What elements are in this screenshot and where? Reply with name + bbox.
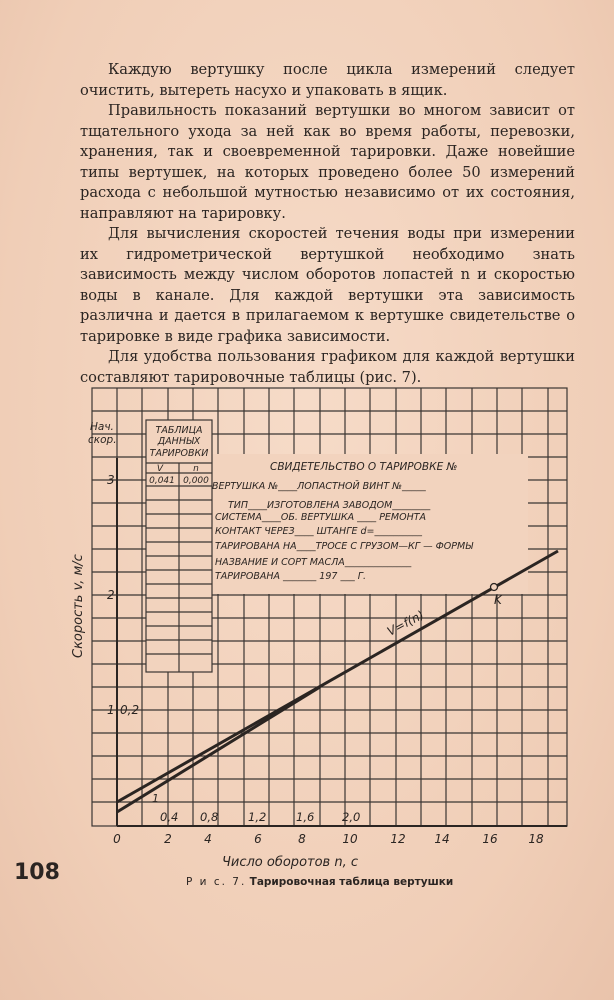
x-tick-14: 14 (434, 832, 450, 846)
paragraph-1: Каждую вертушку после цикла измерений следует очистить, вытереть насухо и упаковать в ящик. (80, 61, 575, 99)
start-speed-label: Нач. (90, 421, 114, 433)
page-number: 108 (14, 860, 60, 885)
x-tick-0: 0 (113, 832, 121, 846)
certificate-line-4: КОНТАКТ ЧЕРЕЗ____ ШТАНГЕ d=__________ (215, 526, 423, 537)
paragraph-3: Для вычисления скоростей течения воды при измерении их гидрометрической вертушкой необходимо знать зависимость между числом оборотов лопастей n и скоростью воды в канале. Для каждой вертушки эта зависимость различна и дается в прилагаемом к вертушке свидетельстве о тарировке в виде графика зависимости. (80, 225, 575, 345)
table-title-2: ДАННЫХ (157, 436, 201, 447)
table-col-v: V (156, 464, 164, 474)
x-tick-12: 12 (390, 832, 406, 846)
curve-label: V=f(n) (384, 607, 427, 639)
inner-x-tick-1: 0,4 (160, 810, 179, 824)
x-axis-label: Число оборотов n, с (221, 855, 359, 870)
paragraph-4: Для удобства пользования графиком для каждой вертушки составляют тарировочные таблицы (рис. 7). (80, 348, 575, 386)
x-tick-8: 8 (298, 832, 306, 846)
certificate-title: СВИДЕТЕЛЬСТВО О ТАРИРОВКЕ № (270, 461, 458, 473)
paragraph-2: Правильность показаний вертушки во многом зависит от тщательного ухода за ней как во время работы, перевозки, хранения, так и своевременной тарировки. Даже новейшие типы вертушек, на которых проведено более 50 измерений расхода с небольшой мутностью независимо от их состояния, направляют на тарировку. (80, 102, 575, 222)
table-value-n: 0,000 (183, 476, 209, 486)
x-tick-2: 2 (164, 832, 172, 846)
certificate-line-1: ВЕРТУШКА №____ЛОПАСТНОЙ ВИНТ №_____ (212, 481, 426, 492)
point-k (491, 584, 498, 591)
body-text (80, 60, 575, 388)
certificate-line-5: ТАРИРОВАНА НА____ТРОСЕ С ГРУЗОМ—КГ — ФОРМЫ (215, 541, 473, 552)
caption-prefix: Р и с. 7. (186, 876, 247, 888)
small-label: 1 (152, 792, 159, 805)
table-col-n: n (193, 464, 199, 474)
certificate-line-6: НАЗВАНИЕ И СОРТ МАСЛА______________ (215, 557, 412, 568)
certificate-line-3: СИСТЕМА____ОБ. ВЕРТУШКА ____ РЕМОНТА (215, 512, 427, 523)
y-tick-2: 2 (107, 588, 115, 602)
inner-x-tick-5: 2,0 (342, 810, 361, 824)
y-tick-1: 1 (107, 703, 115, 717)
inner-x-tick-4: 1,6 (296, 810, 315, 824)
x-tick-4: 4 (204, 832, 212, 846)
x-tick-18: 18 (528, 832, 544, 846)
inner-x-tick-3: 1,2 (248, 810, 267, 824)
point-k-label: K (494, 593, 502, 607)
x-tick-6: 6 (254, 832, 262, 846)
figure-caption (186, 876, 453, 888)
inner-x-tick-2: 0,8 (200, 810, 219, 824)
calibration-figure (60, 378, 580, 878)
start-speed-label-2: скор. (88, 434, 117, 446)
table-title-3: ТАРИРОВКИ (149, 448, 209, 459)
x-tick-10: 10 (342, 832, 358, 846)
y-axis-label: Скорость v, м/с (71, 554, 86, 658)
table-value-v: 0,041 (149, 476, 175, 486)
inner-y-tick: 0,2 (120, 703, 140, 717)
certificate-line-7: ТАРИРОВАНА _______ 197 ___ Г. (215, 571, 367, 582)
y-tick-3: 3 (107, 473, 115, 487)
caption-text: Тарировочная таблица вертушки (249, 876, 454, 888)
certificate-line-2: ТИП____ИЗГОТОВЛЕНА ЗАВОДОМ________ (228, 500, 431, 511)
calibration-chart (60, 378, 580, 878)
x-tick-16: 16 (482, 832, 498, 846)
table-title-1: ТАБЛИЦА (155, 425, 203, 436)
